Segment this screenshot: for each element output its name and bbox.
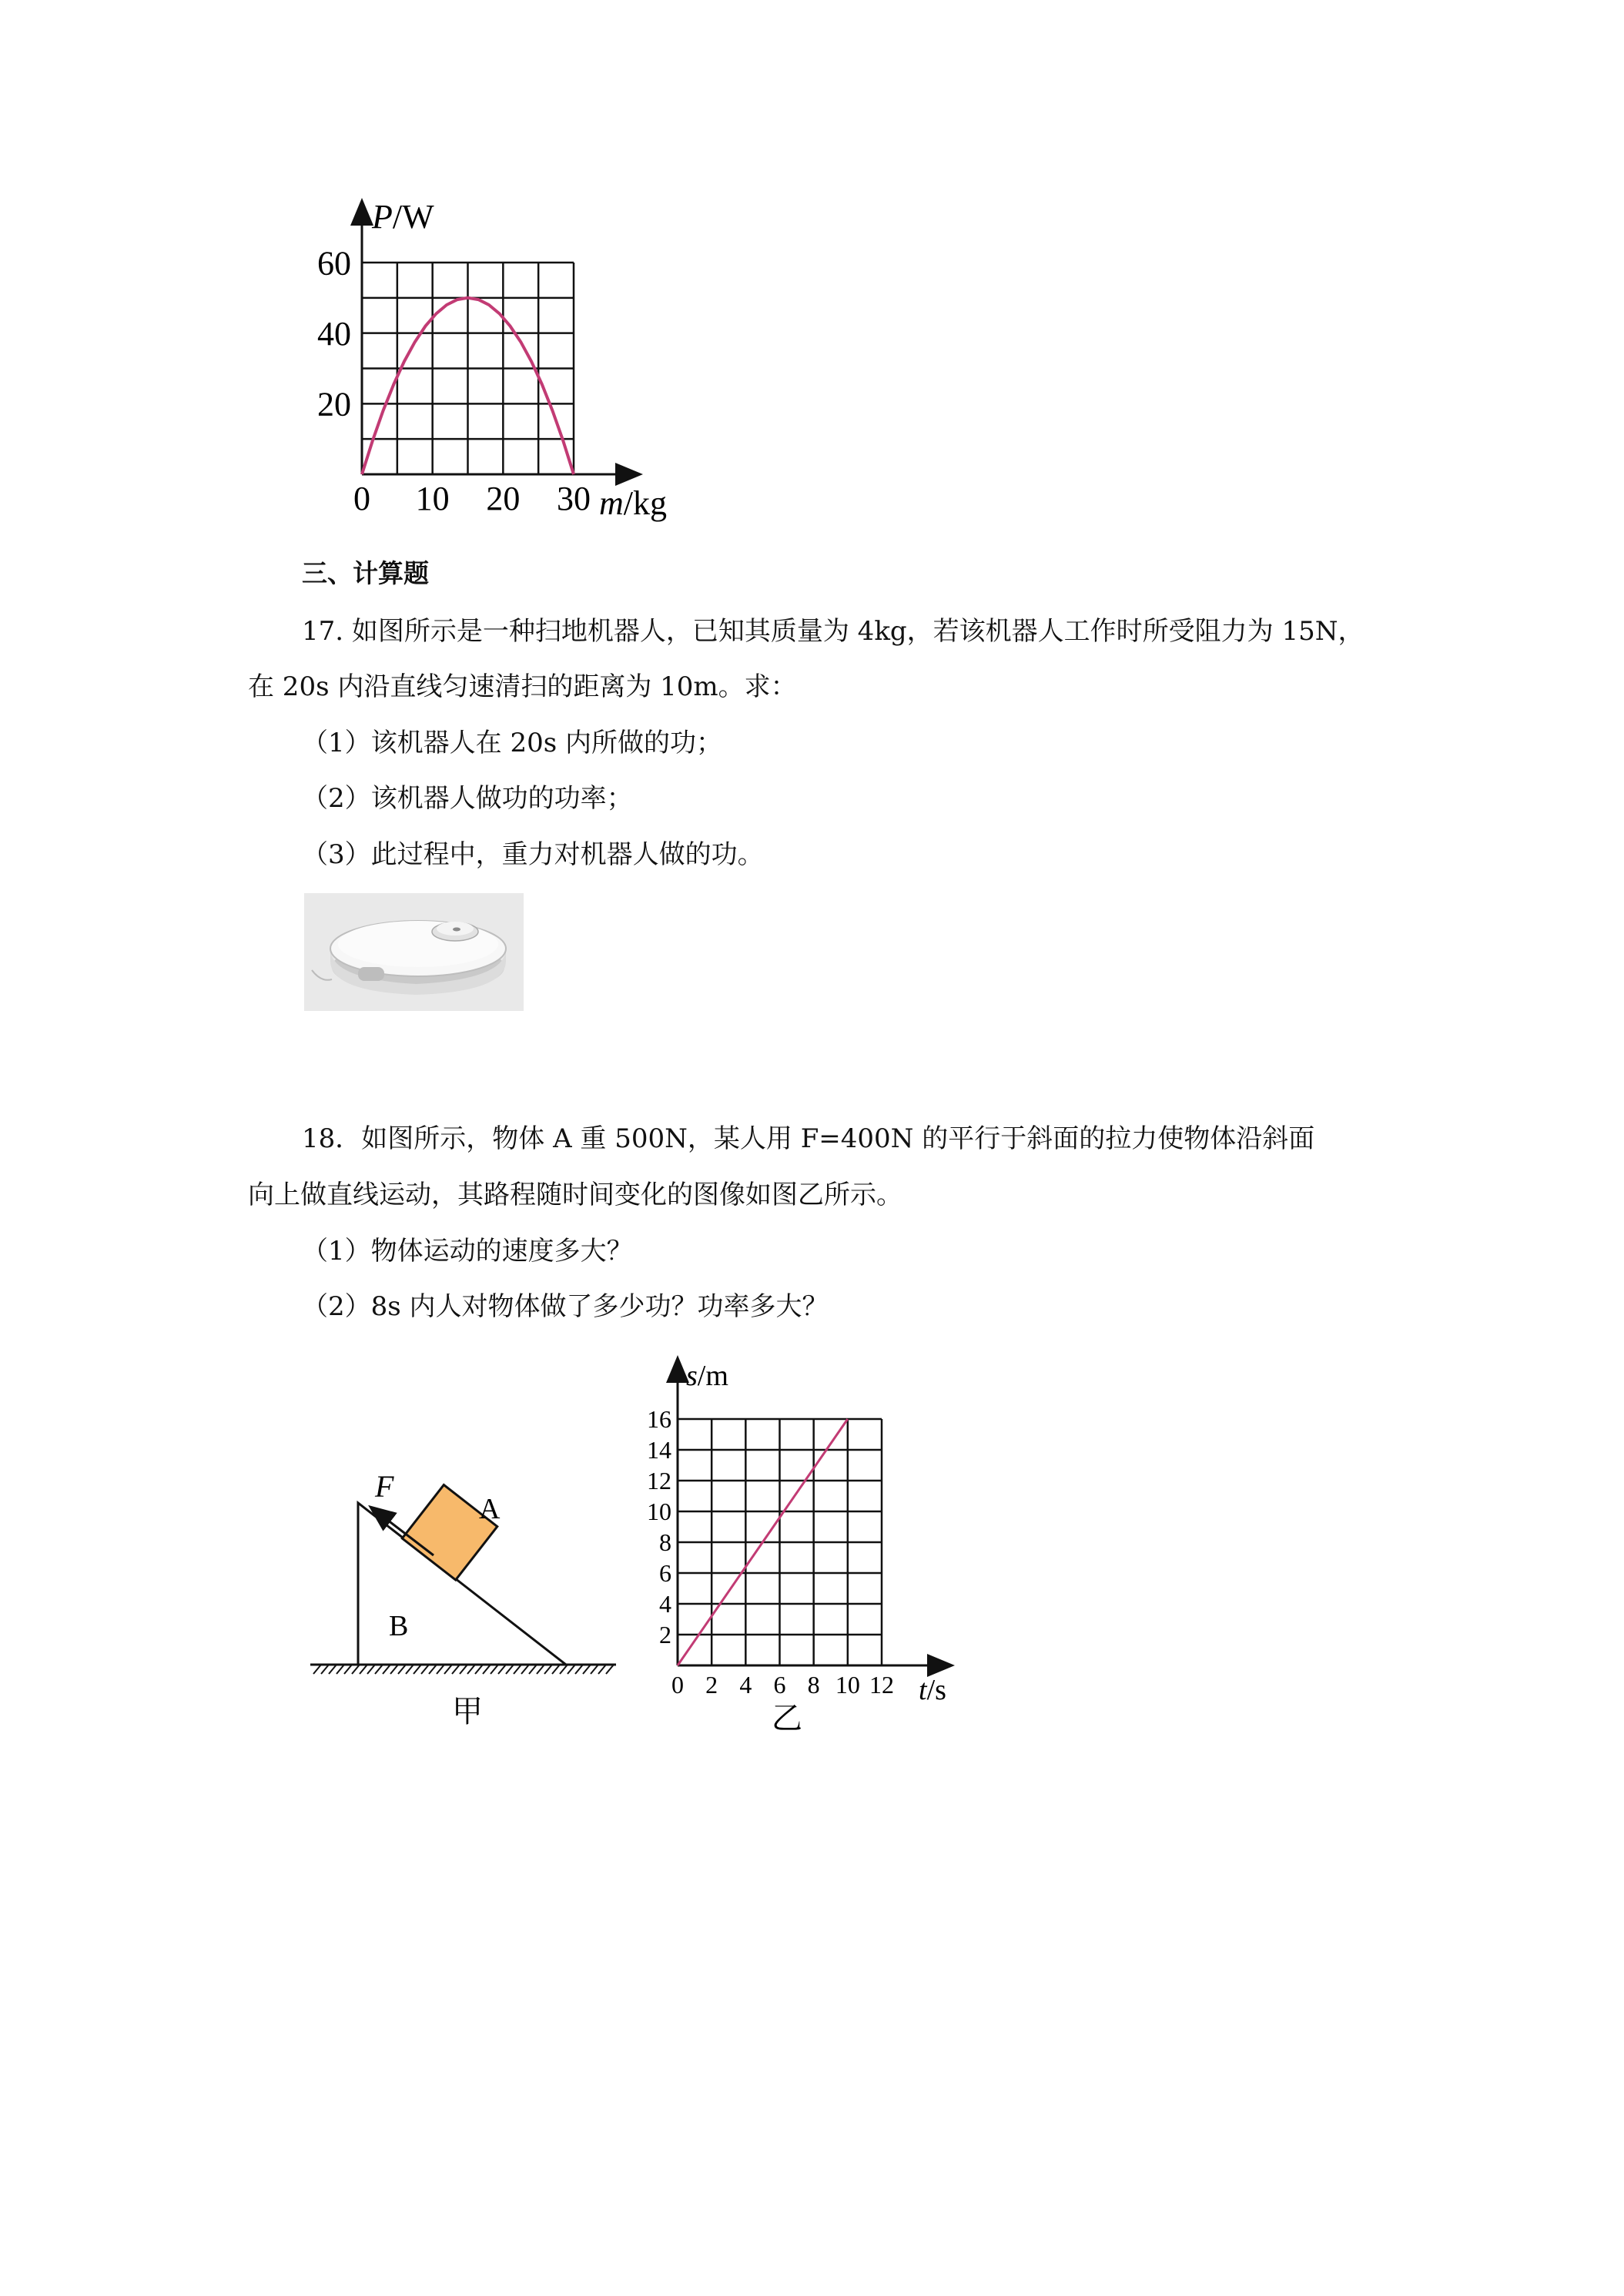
y-tick-label: 8 <box>659 1528 671 1557</box>
x-tick-label: 6 <box>773 1671 786 1699</box>
power-mass-graph <box>293 192 693 539</box>
x-tick-label: 2 <box>705 1671 718 1699</box>
y-tick-label: 4 <box>659 1590 671 1618</box>
q17-sub3: （3）此过程中，重力对机器人做的功。 <box>302 839 764 870</box>
y-tick-label: 14 <box>647 1436 671 1464</box>
distance-time-graph <box>628 1351 966 1736</box>
pm-grid <box>362 263 574 474</box>
y-tick-label: 2 <box>659 1621 671 1649</box>
y-tick-label: 20 <box>317 385 351 423</box>
q17-stem-line2: 在 20s 内沿直线匀速清扫的距离为 10m。求： <box>248 671 797 702</box>
st-x-tick-labels <box>671 1671 894 1699</box>
force-label: F <box>375 1469 394 1504</box>
x-tick-label: 0 <box>671 1671 684 1699</box>
x-tick-label: 30 <box>557 480 591 517</box>
q17-stem-line1: 17. 如图所示是一种扫地机器人，已知其质量为 4kg，若该机器人工作时所受阻力为 15N， <box>302 616 1364 647</box>
x-tick-label: 0 <box>353 480 370 517</box>
x-tick-label: 10 <box>415 480 450 517</box>
figure-yi-caption: 乙 <box>772 1701 802 1735</box>
st-y-axis-label: s/m <box>686 1360 728 1392</box>
figure-jia-caption: 甲 <box>452 1694 483 1729</box>
q18-sub1: （1）物体运动的速度多大？ <box>302 1236 633 1267</box>
y-tick-label: 60 <box>317 244 351 283</box>
y-tick-label: 40 <box>317 315 351 353</box>
y-tick-label: 10 <box>647 1498 671 1526</box>
x-tick-label: 10 <box>835 1671 860 1699</box>
q18-stem-line2: 向上做直线运动，其路程随时间变化的图像如图乙所示。 <box>248 1180 902 1210</box>
q18-stem-line1: 18．如图所示，物体 A 重 500N，某人用 F=400N 的平行于斜面的拉力使物体沿斜面 <box>302 1123 1315 1154</box>
wedge-label: B <box>389 1610 409 1642</box>
ground-hatching <box>313 1665 614 1674</box>
pm-x-axis-label: m/kg <box>599 484 668 522</box>
y-tick-label: 16 <box>647 1405 671 1434</box>
pm-y-tick-labels <box>317 244 351 423</box>
q17-sub1: （1）该机器人在 20s 内所做的功； <box>302 728 722 758</box>
pm-x-tick-labels <box>353 480 591 517</box>
x-tick-label: 8 <box>807 1671 820 1699</box>
x-tick-label: 4 <box>739 1671 752 1699</box>
st-y-tick-labels <box>647 1405 671 1648</box>
y-tick-label: 6 <box>659 1559 671 1588</box>
st-grid <box>678 1419 882 1665</box>
pm-y-axis-label: P/W <box>372 198 434 236</box>
y-tick-label: 12 <box>647 1467 671 1495</box>
section-title: 三、计算题 <box>302 558 429 588</box>
q17-sub2: （2）该机器人做功的功率； <box>302 783 633 814</box>
st-x-axis-label: t/s <box>919 1674 946 1706</box>
q18-sub2: （2）8s 内人对物体做了多少功？功率多大？ <box>302 1291 829 1322</box>
x-tick-label: 12 <box>869 1671 894 1699</box>
x-tick-label: 20 <box>486 480 521 517</box>
block-label: A <box>479 1493 501 1525</box>
incline-diagram <box>304 1448 628 1732</box>
robot-vacuum-image <box>304 893 524 1011</box>
